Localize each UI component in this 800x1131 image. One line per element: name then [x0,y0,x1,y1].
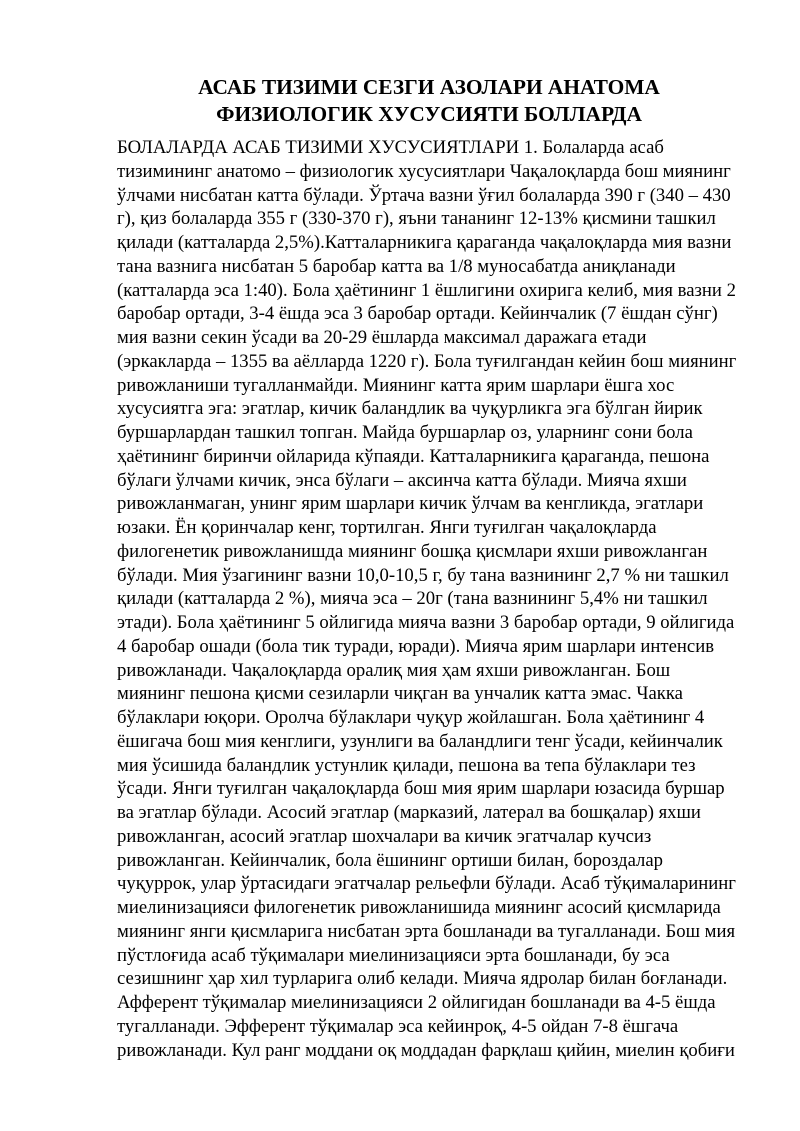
body-paragraph: БОЛАЛАРДА АСАБ ТИЗИМИ ХУСУСИЯТЛАРИ 1. Болаларда асаб тизимининг анатомо – физиологик хусусиятлари Чақалоқларда бош миянинг ўлчами нисбатан катта бўлади. Ўртача вазни ўғил болаларда 390 г (340 – 430 г), қиз болаларда 355 г (330-370 г), яъни тананинг 12-13% қисмини ташкил қилади (катталарда 2,5%).Катталарникига қараганда чақалоқларда мия вазни тана вазнига нисбатан 5 баробар катта ва 1/8 муносабатда аниқланади (катталарда эса 1:40). Бола ҳаётининг 1 ёшлигини охирига келиб, мия вазни 2 баробар ортади, 3-4 ёшда эса 3 баробар ортади. Кейинчалик (7 ёшдан сўнг) мия вазни секин ўсади ва 20-29 ёшларда максимал даражага етади (эркакларда – 1355 ва аёлларда 1220 г). Бола туғилгандан кейин бош миянинг ривожланиши тугалланмайди. Миянинг катта ярим шарлари ёшга хос хусусиятга эга: эгатлар, кичик баландлик ва чуқурликга эга бўлган йирик буршарлардан ташкил топган. Майда буршарлар оз, уларнинг сони бола ҳаётининг биринчи ойларида кўпаяди. Катталарникига қараганда, пешона бўлаги ўлчами кичик, энса бўлаги – аксинча катта бўлади. Мияча яхши ривожланмаган, унинг ярим шарлари кичик ўлчам ва кенгликда, эгатлари юзаки. Ён қоринчалар кенг, тортилган. Янги туғилган чақалоқларда филогенетик ривожланишда миянинг бошқа қисмлари яхши ривожланган бўлади. Мия ўзагининг вазни 10,0-10,5 г, бу тана вазнининг 2,7 % ни ташкил қилади (катталарда 2 %), мияча эса – 20г (тана вазнининг 5,4% ни ташкил этади). Бола ҳаётининг 5 ойлигида мияча вазни 3 баробар ортади, 9 ойлигида 4 баробар ошади (бола тик туради, юради). Мияча ярим шарлари интенсив ривожланади. Чақалоқларда оралиқ мия ҳам яхши ривожланган. Бош миянинг пешона қисми сезиларли чиқган ва унчалик катта эмас. Чакка бўлаклари юқори. Оролча бўлаклари чуқур жойлашган. Бола ҳаётининг 4 ёшигача бош мия кенглиги, узунлиги ва баландлиги тенг ўсади, кейинчалик мия ўсишида баландлик устунлик қилади, пешона ва тепа бўлаклари тез ўсади. Янги туғилган чақалоқларда бош мия ярим шарлари юзасида буршар ва эгатлар бўлади. Асосий эгатлар (марказий, латерал ва бошқалар) яхши ривожланган, асосий эгатлар шохчалари ва кичик эгатчалар кучсиз ривожланган. Кейинчалик, бола ёшининг ортиши билан, бороздалар чуқуррок, улар ўртасидаги эгатчалар рельефли бўлади. Асаб тўқималарининг миелинизацияси филогенетик ривожланишида миянинг асосий қисмларида миянинг янги қисмларига нисбатан эрта бошланади ва тугалланади. Бош мия пўстлоғида асаб тўқималари миелинизацияси эрта бошланади, бу эса сезишнинг ҳар хил турларига олиб келади. Мияча ядролар билан боғланади. Афферент тўқималар миелинизацияси 2 ойлигидан бошланади ва 4-5 ёшда тугалланади. Эфферент тўқималар эса кейинроқ, 4-5 ойдан 7-8 ёшгача ривожланади. Кул ранг моддани оқ моддадан фарқлаш қийин, миелин қобиғи [117,137,737,1061]
document-title [117,74,741,128]
document-page [117,74,741,1062]
title-line-1: АСАБ ТИЗИМИ СЕЗГИ АЗОЛАРИ АНАТОМА [198,75,660,99]
title-line-2: ФИЗИОЛОГИК ХУСУСИЯТИ БОЛЛАРДА [216,102,642,126]
